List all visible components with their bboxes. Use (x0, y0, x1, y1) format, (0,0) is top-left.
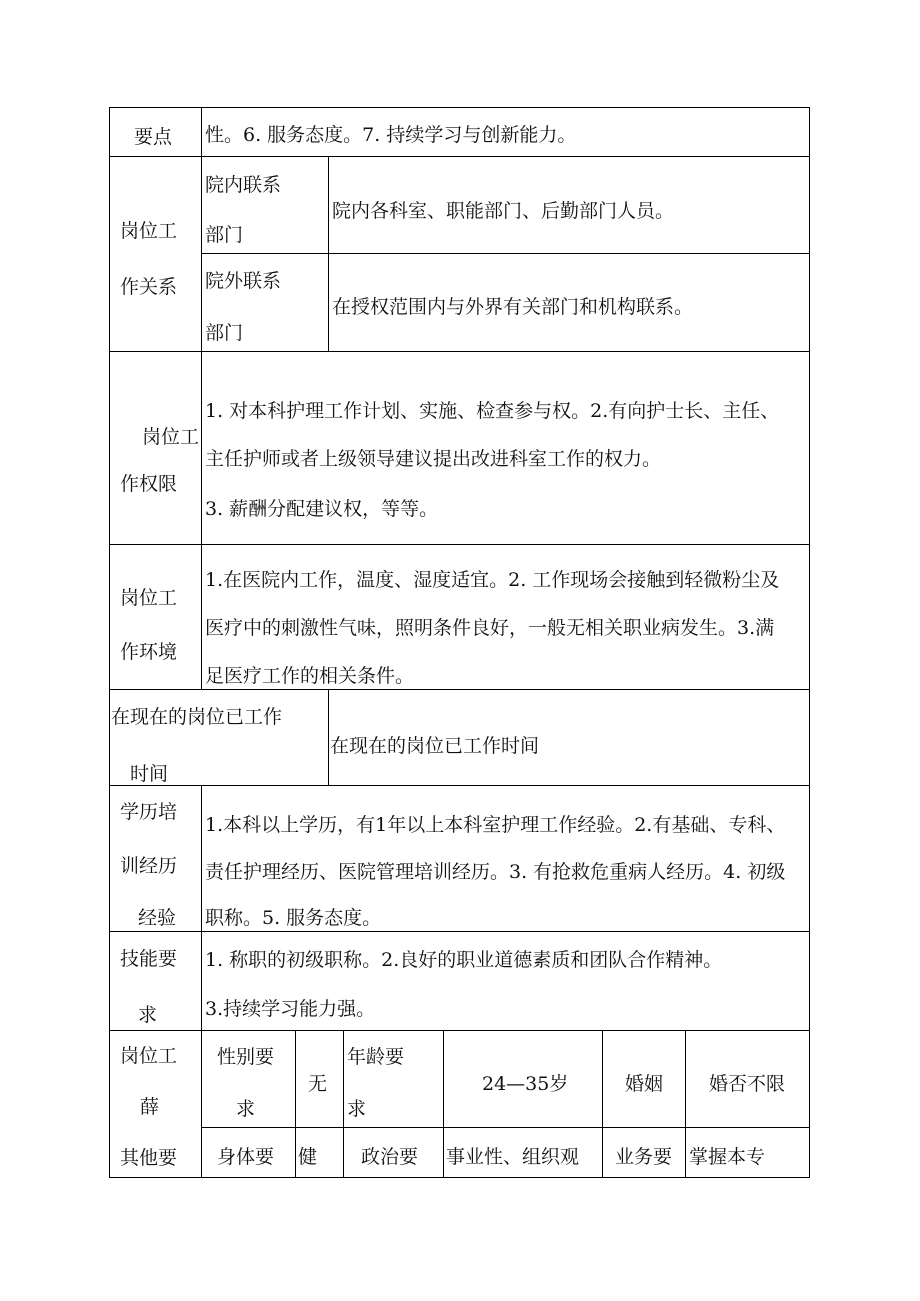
row-divider (109, 351, 810, 352)
education-label-line: 学历培 (120, 801, 178, 823)
business-value: 掌握本专 (689, 1146, 766, 1168)
table-border-left (109, 107, 110, 1178)
gender-label-line: 性别要 (217, 1046, 275, 1068)
row-divider (109, 785, 810, 786)
internal-contact-content: 院内各科室、职能部门、后勤部门人员。 (332, 200, 675, 222)
column-divider (328, 156, 329, 352)
internal-contact-label-line: 院内联系 (205, 174, 282, 196)
gender-label-line: 求 (236, 1098, 256, 1120)
skills-content-line: 3.持续学习能力强。 (205, 998, 376, 1020)
row-divider (109, 107, 810, 108)
age-label-line: 年龄要 (347, 1046, 405, 1068)
column-divider (602, 1030, 603, 1178)
row-divider (201, 1127, 810, 1128)
age-label-line: 求 (347, 1098, 367, 1120)
authority-content-line: 主任护师或者上级领导建议提出改进科室工作的权力。 (205, 448, 662, 470)
tenure-label-line: 在现在的岗位已工作 (111, 706, 283, 728)
row-divider (109, 544, 810, 545)
skills-label-line: 技能要 (120, 948, 178, 970)
gender-value: 无 (308, 1073, 328, 1095)
environment-label-line: 岗位工 (120, 587, 178, 609)
politics-label: 政治要 (361, 1146, 419, 1168)
other-label-line: 岗位工 (120, 1045, 178, 1067)
tenure-label-line: 时间 (130, 763, 169, 785)
skills-content-line: 1. 称职的初级职称。2.良好的职业道德素质和团队合作精神。 (205, 949, 723, 971)
row-divider (109, 1030, 810, 1031)
environment-content-line: 1.在医院内工作，温度、湿度适宜。2. 工作现场会接触到轻微粉尘及 (205, 569, 780, 591)
education-label-line: 经验 (138, 907, 177, 929)
column-divider (201, 785, 202, 1178)
education-label-line: 训经历 (120, 855, 178, 877)
environment-label-line: 作环境 (120, 641, 178, 663)
education-content-line: 1.本科以上学历，有1年以上本科室护理工作经验。2.有基础、专科、 (205, 814, 786, 836)
business-label: 业务要 (615, 1146, 673, 1168)
age-value: 24—35岁 (482, 1073, 569, 1095)
environment-content-line: 足医疗工作的相关条件。 (205, 665, 415, 687)
health-label: 身体要 (217, 1146, 275, 1168)
internal-contact-label-line: 部门 (205, 224, 244, 246)
external-contact-content: 在授权范围内与外界有关部门和机构联系。 (332, 296, 694, 318)
politics-value: 事业性、组织观 (446, 1146, 580, 1168)
relations-label-line: 岗位工 (120, 220, 178, 242)
table-border-bottom (109, 1177, 810, 1178)
tenure-content: 在现在的岗位已工作时间 (330, 735, 540, 757)
row-divider (109, 931, 810, 932)
health-value: 健 (298, 1146, 318, 1168)
education-content-line: 责任护理经历、医院管理培训经历。3. 有抢救危重病人经历。4. 初级 (205, 861, 786, 883)
column-divider (343, 1030, 344, 1178)
column-divider (443, 1030, 444, 1178)
authority-content-line: 3. 薪酬分配建议权，等等。 (205, 498, 439, 520)
column-divider (201, 107, 202, 689)
environment-content-line: 医疗中的刺激性气味，照明条件良好，一般无相关职业病发生。3.满 (205, 617, 775, 639)
skills-label-line: 求 (138, 1004, 158, 1026)
row-divider (201, 253, 810, 254)
other-label-line: 其他要 (120, 1147, 178, 1169)
column-divider (328, 689, 329, 786)
authority-label-line: 作权限 (120, 473, 178, 495)
key-points-content: 性。6. 服务态度。7. 持续学习与创新能力。 (205, 124, 577, 146)
marriage-value: 婚否不限 (709, 1073, 786, 1095)
other-label-line: 薛 (140, 1096, 160, 1118)
marriage-label: 婚姻 (625, 1073, 664, 1095)
authority-label-line: 岗位工 (142, 426, 200, 448)
column-divider (685, 1030, 686, 1178)
authority-content-line: 1. 对本科护理工作计划、实施、检查参与权。2.有向护士长、主任、 (205, 400, 780, 422)
external-contact-label-line: 部门 (205, 322, 244, 344)
table-border-right (809, 107, 810, 1178)
row-divider (109, 156, 810, 157)
external-contact-label-line: 院外联系 (205, 270, 282, 292)
row-divider (109, 689, 810, 690)
relations-label-line: 作关系 (120, 276, 178, 298)
education-content-line: 职称。5. 服务态度。 (205, 907, 382, 929)
column-divider (295, 1030, 296, 1178)
key-points-label: 要点 (134, 126, 173, 148)
